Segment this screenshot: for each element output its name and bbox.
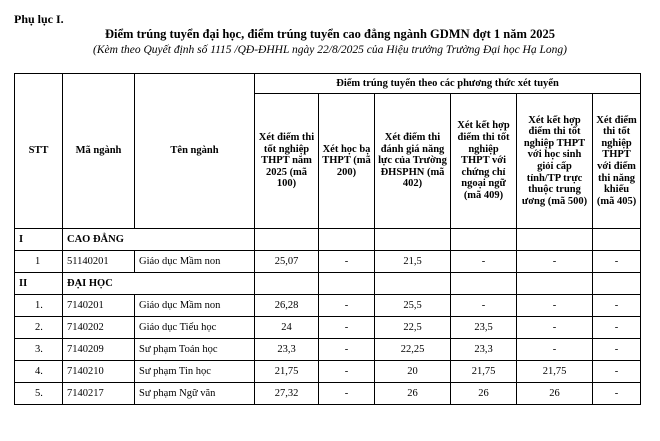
score-402: 20	[375, 361, 451, 383]
score-405: -	[593, 251, 641, 273]
row-stt: 4.	[15, 361, 63, 383]
score-100: 23,3	[255, 339, 319, 361]
table-row	[15, 339, 641, 361]
score-200: -	[319, 383, 375, 405]
row-code: 7140210	[63, 361, 135, 383]
score-409: 26	[451, 383, 517, 405]
score-500: 21,75	[517, 361, 593, 383]
score-200: -	[319, 295, 375, 317]
table-row	[15, 295, 641, 317]
section-number: II	[15, 273, 63, 295]
row-code: 7140201	[63, 295, 135, 317]
score-402: 22,25	[375, 339, 451, 361]
score-405: -	[593, 383, 641, 405]
score-500: -	[517, 295, 593, 317]
score-500: 26	[517, 383, 593, 405]
document-subtitle: (Kèm theo Quyết định số 1115 /QĐ-ĐHHL ngày 22/8/2025 của Hiệu trưởng Trường Đại học Hạ Long)	[93, 44, 567, 56]
row-code: 51140201	[63, 251, 135, 273]
section-number: I	[15, 229, 63, 251]
score-500: -	[517, 339, 593, 361]
row-stt: 2.	[15, 317, 63, 339]
row-name: Giáo dục Mầm non	[135, 295, 255, 317]
row-name: Giáo dục Tiểu học	[135, 317, 255, 339]
table-row	[15, 251, 641, 273]
header-method-402: Xét điểm thi đánh giá năng lực của Trường ĐHSPHN (mã 402)	[375, 94, 451, 229]
row-code: 7140209	[63, 339, 135, 361]
row-stt: 3.	[15, 339, 63, 361]
row-stt: 1.	[15, 295, 63, 317]
header-method-200: Xét học bạ THPT (mã 200)	[319, 94, 375, 229]
row-code: 7140202	[63, 317, 135, 339]
score-409: 21,75	[451, 361, 517, 383]
admission-scores-table	[14, 73, 641, 405]
document-title: Điểm trúng tuyển đại học, điểm trúng tuyển cao đẳng ngành GDMN đợt 1 năm 2025	[104, 27, 555, 41]
header-major-name: Tên ngành	[135, 74, 255, 229]
header-method-409: Xét kết hợp điểm thi tốt nghiệp THPT với chứng chỉ ngoại ngữ (mã 409)	[451, 94, 517, 229]
header-method-500: Xét kết hợp điểm thi tốt nghiệp THPT với học sinh giỏi cấp tỉnh/TP trực thuộc trung ương (mã 500)	[517, 94, 593, 229]
row-name: Sư phạm Ngữ văn	[135, 383, 255, 405]
score-500: -	[517, 251, 593, 273]
score-100: 24	[255, 317, 319, 339]
score-200: -	[319, 251, 375, 273]
score-100: 25,07	[255, 251, 319, 273]
score-200: -	[319, 339, 375, 361]
score-405: -	[593, 317, 641, 339]
section-title: ĐẠI HỌC	[63, 273, 255, 295]
score-409: 23,3	[451, 339, 517, 361]
row-stt: 5.	[15, 383, 63, 405]
section-row	[15, 229, 641, 251]
header-method-100: Xét điểm thi tốt nghiệp THPT năm 2025 (mã 100)	[255, 94, 319, 229]
score-402: 25,5	[375, 295, 451, 317]
score-405: -	[593, 295, 641, 317]
score-200: -	[319, 317, 375, 339]
row-code: 7140217	[63, 383, 135, 405]
row-name: Sư phạm Toán học	[135, 339, 255, 361]
header-stt: STT	[15, 74, 63, 229]
table-row	[15, 317, 641, 339]
row-name: Giáo dục Mầm non	[135, 251, 255, 273]
score-409: 23,5	[451, 317, 517, 339]
header-method-405: Xét điểm thi tốt nghiệp THPT với điểm thi năng khiếu (mã 405)	[593, 94, 641, 229]
score-409: -	[451, 295, 517, 317]
table-row	[15, 361, 641, 383]
score-500: -	[517, 317, 593, 339]
score-402: 21,5	[375, 251, 451, 273]
section-row	[15, 273, 641, 295]
row-stt: 1	[15, 251, 63, 273]
score-200: -	[319, 361, 375, 383]
score-100: 21,75	[255, 361, 319, 383]
score-409: -	[451, 251, 517, 273]
header-score-group: Điểm trúng tuyển theo các phương thức xét tuyển	[255, 74, 641, 94]
score-405: -	[593, 339, 641, 361]
row-name: Sư phạm Tin học	[135, 361, 255, 383]
score-100: 26,28	[255, 295, 319, 317]
score-100: 27,32	[255, 383, 319, 405]
score-402: 22,5	[375, 317, 451, 339]
header-major-code: Mã ngành	[63, 74, 135, 229]
appendix-label: Phụ lục I.	[14, 12, 64, 26]
score-405: -	[593, 361, 641, 383]
section-title: CAO ĐẲNG	[63, 229, 255, 251]
table-row	[15, 383, 641, 405]
score-402: 26	[375, 383, 451, 405]
